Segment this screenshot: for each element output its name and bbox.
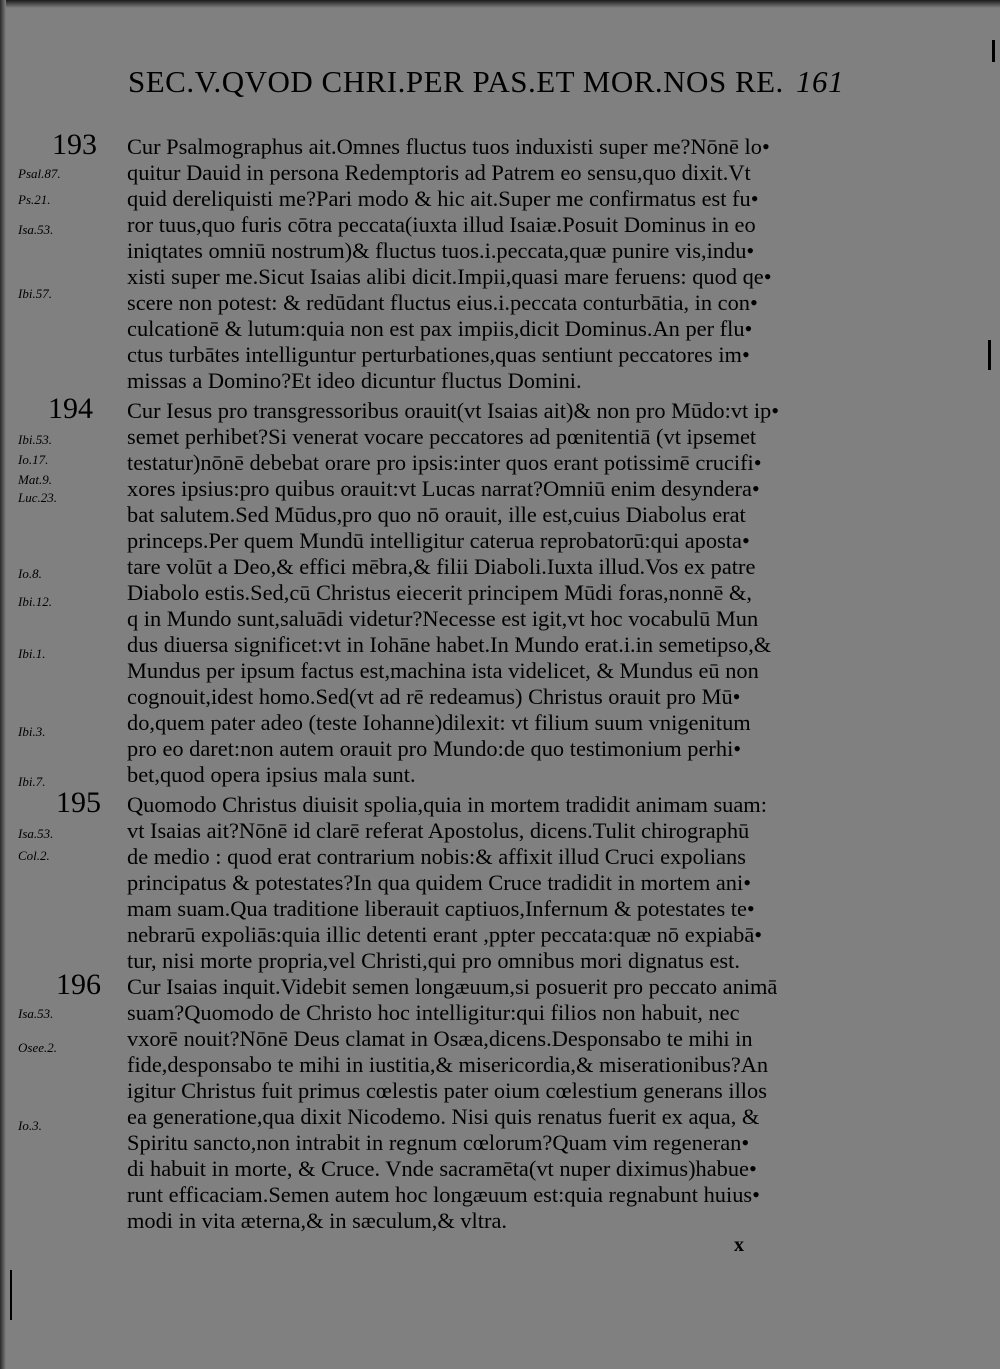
text-line: culcationē & lutum:quia non est pax impiis,dicit Dominus.An per flu•: [127, 316, 753, 341]
margin-note: Ibi.7.: [18, 774, 46, 789]
text-line: vxorē nouit?Nōnē Deus clamat in Osæa,dicens.Desponsabo te mihi in: [127, 1026, 753, 1051]
text-line: ea generatione,qua dixit Nicodemo. Nisi quis renatus fuerit ex aqua, &: [127, 1104, 760, 1129]
margin-note: Io.3.: [18, 1118, 42, 1133]
binding-mark-top: [992, 40, 995, 62]
page-left-shadow: [0, 0, 6, 1369]
margin-note: Ibi.1.: [18, 646, 46, 661]
text-line: mam suam.Qua traditione liberauit captiuos,Infernum & potestates te•: [127, 896, 755, 921]
text-line: cognouit,idest homo.Sed(vt ad rē redeamus) Christus orauit pro Mū•: [127, 684, 741, 709]
text-line: Cur Psalmographus ait.Omnes fluctus tuos induxisti super me?Nōnē lo•: [127, 134, 770, 159]
margin-note: Ps.21.: [18, 192, 51, 207]
text-line: runt efficaciam.Semen autem hoc longæuum est:quia regnabunt huius•: [127, 1182, 760, 1207]
text-line: principatus & potestates?In qua quidem Cruce tradidit in mortem ani•: [127, 870, 752, 895]
text-line: bet,quod opera ipsius mala sunt.: [127, 762, 416, 787]
binding-mark: [988, 340, 991, 370]
text-line: modi in vita æterna,& in sæculum,& vltra.: [127, 1208, 507, 1233]
text-line: Quomodo Christus diuisit spolia,quia in mortem tradidit animam suam:: [127, 792, 767, 817]
text-line: Cur Iesus pro transgressoribus orauit(vt Isaias ait)& non pro Mūdo:vt ip•: [127, 398, 780, 423]
margin-note: Io.17.: [18, 452, 49, 467]
text-line: do,quem pater adeo (teste Iohanne)dilexit: vt filium suum vnigenitum: [127, 710, 751, 735]
folio-number: 161: [796, 64, 844, 99]
margin-note: Col.2.: [18, 848, 50, 863]
margin-note: Io.8.: [18, 566, 42, 581]
running-header: [128, 62, 848, 102]
text-line: dus diuersa significet:vt in Iohāne habet.In Mundo erat.i.in semetipso,&: [127, 632, 772, 657]
entry-number: 195: [56, 786, 101, 819]
text-line: fide,desponsabo te mihi in iustitia,& misericordia,& miserationibus?An: [127, 1052, 769, 1077]
page-top-shadow: [0, 0, 1000, 8]
margin-note: Psal.87.: [18, 166, 61, 181]
text-line: tur, nisi morte propria,vel Christi,qui pro omnibus mori dignatus est.: [127, 948, 740, 973]
entry-number: 193: [52, 128, 97, 161]
margin-note: Mat.9.: [18, 472, 52, 487]
text-line: missas a Domino?Et ideo dicuntur fluctus Domini.: [127, 368, 582, 393]
margin-note: Isa.53.: [18, 1006, 54, 1021]
margin-note: Osee.2.: [18, 1040, 57, 1055]
running-title: SEC.V.QVOD CHRI.PER PAS.ET MOR.NOS RE.: [128, 64, 784, 99]
text-line: ror tuus,quo furis cōtra peccata(iuxta illud Isaiæ.Posuit Dominus in eo: [127, 212, 756, 237]
margin-rule: [10, 1270, 12, 1320]
text-line: q in Mundo sunt,saluādi videtur?Necesse est igit,vt hoc vocabulū Mun: [127, 606, 759, 631]
margin-note: Isa.53.: [18, 826, 54, 841]
text-line: Mundus per ipsum factus est,machina ista videlicet, & Mundus eū non: [127, 658, 759, 683]
text-line: xores ipsius:pro quibus orauit:vt Lucas narrat?Omniū enim desyndera•: [127, 476, 760, 501]
signature-mark: x: [734, 1234, 744, 1256]
text-line: quid dereliquisti me?Pari modo & hic ait.Super me confirmatus est fu•: [127, 186, 759, 211]
text-line: pro eo daret:non autem orauit pro Mundo:de quo testimonium perhi•: [127, 736, 742, 761]
text-line: iniqtates omniū nostrum)& fluctus tuos.i.peccata,quæ punire vis,indu•: [127, 238, 755, 263]
margin-note: Isa.53.: [18, 222, 54, 237]
text-line: di habuit in morte, & Cruce. Vnde sacramēta(vt nuper diximus)habue•: [127, 1156, 757, 1181]
margin-note: Ibi.53.: [18, 432, 52, 447]
text-line: ctus turbātes intelliguntur perturbationes,quas sentiunt peccatores im•: [127, 342, 750, 367]
text-line: de medio : quod erat contrarium nobis:& affixit illud Cruci expolians: [127, 844, 746, 869]
text-line: nebrarū expoliās:quia illic detenti erant ,ppter peccata:quæ nō expiabā•: [127, 922, 763, 947]
text-line: xisti super me.Sicut Isaias alibi dicit.Impii,quasi mare feruens: quod qe•: [127, 264, 772, 289]
text-line: semet perhibet?Si venerat vocare peccatores ad pœnitentiā (vt ipsemet: [127, 424, 757, 449]
text-line: princeps.Per quem Mundū intelligitur caterua reprobatorū:qui aposta•: [127, 528, 750, 553]
text-line: tare volūt a Deo,& effici mēbra,& filii Diaboli.Iuxta illud.Vos ex patre: [127, 554, 756, 579]
text-line: vt Isaias ait?Nōnē id clarē referat Apostolus, dicens.Tulit chirographū: [127, 818, 750, 843]
entry-number: 194: [48, 392, 93, 425]
margin-note: Ibi.3.: [18, 724, 46, 739]
margin-note: Luc.23.: [18, 490, 57, 505]
text-line: igitur Christus fuit primus cœlestis pater oium cœlestium generans illos: [127, 1078, 767, 1103]
text-line: Spiritu sancto,non intrabit in regnum cœlorum?Quam vim regeneran•: [127, 1130, 750, 1155]
entry-number: 196: [56, 968, 101, 1001]
text-line: quitur Dauid in persona Redemptoris ad Patrem eo sensu,quo dixit.Vt: [127, 160, 751, 185]
text-line: Cur Isaias inquit.Videbit semen longæuum,si posuerit pro peccato animā: [127, 974, 778, 999]
text-line: testatur)nōnē debebat orare pro ipsis:inter quos erant potissimē crucifi•: [127, 450, 762, 475]
text-line: scere non potest: & redūdant fluctus eius.i.peccata conturbātia, in con•: [127, 290, 758, 315]
text-line: Diabolo estis.Sed,cū Christus eiecerit principem Mūdi foras,nonnē &,: [127, 580, 752, 605]
margin-note: Ibi.12.: [18, 594, 52, 609]
text-line: bat salutem.Sed Mūdus,pro quo nō orauit, ille est,cuius Diabolus erat: [127, 502, 746, 527]
margin-note: Ibi.57.: [18, 286, 52, 301]
text-line: suam?Quomodo de Christo hoc intelligitur:qui filios non habuit, nec: [127, 1000, 740, 1025]
